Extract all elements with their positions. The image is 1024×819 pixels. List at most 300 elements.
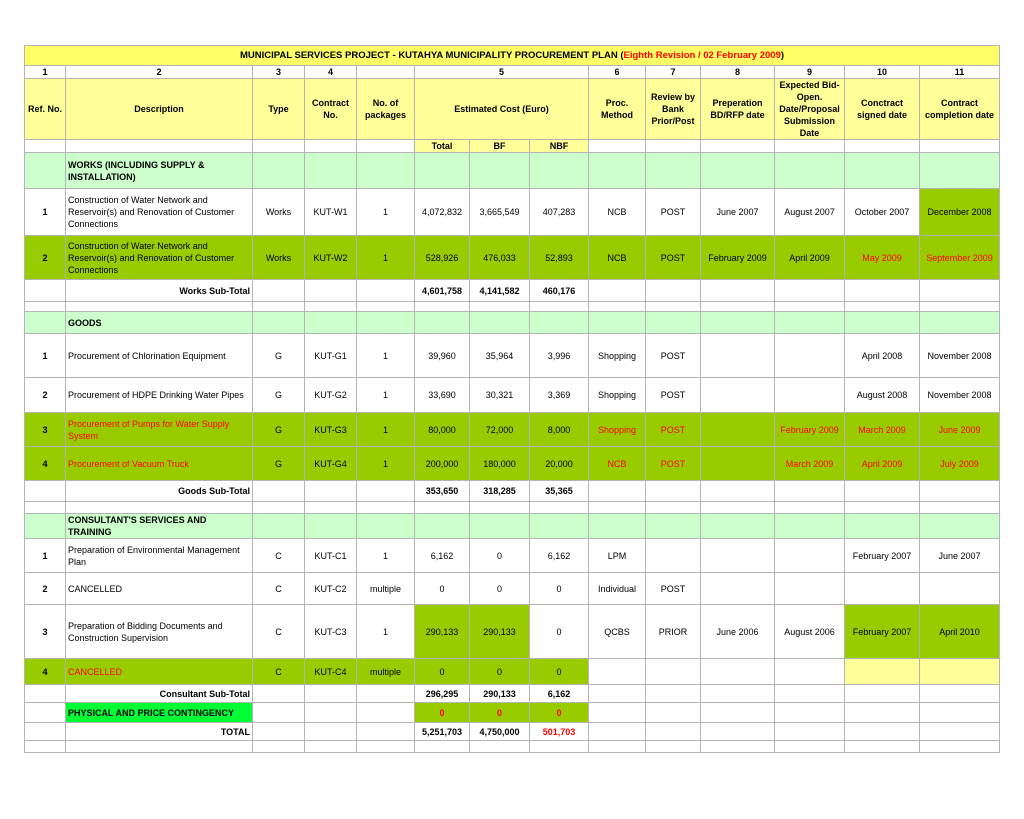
row-cell-12: August 2008 (845, 378, 920, 413)
empty-cell (305, 514, 357, 539)
row-cell-9: PRIOR (646, 605, 701, 659)
header-total: Total (415, 140, 470, 153)
row-cell-5: 39,960 (415, 334, 470, 378)
row-cell-7: 3,369 (530, 378, 589, 413)
row-cell-10 (701, 539, 775, 573)
empty-cell (646, 685, 701, 703)
row-cell-8: QCBS (589, 605, 646, 659)
row-cell-10 (701, 378, 775, 413)
empty-cell (305, 502, 357, 514)
empty-cell (357, 723, 415, 741)
empty-cell (66, 302, 253, 312)
empty-cell (845, 280, 920, 302)
empty-cell (775, 280, 845, 302)
contingency-row (25, 703, 1000, 723)
header-estimated-cost: Estimated Cost (Euro) (415, 79, 589, 140)
empty-cell (646, 302, 701, 312)
empty-cell (25, 514, 66, 539)
empty-cell (253, 481, 305, 502)
row-cell-9: POST (646, 447, 701, 481)
row-cell-4: 1 (357, 539, 415, 573)
empty-cell (25, 703, 66, 723)
row-cell-3: KUT-C3 (305, 605, 357, 659)
empty-cell (920, 481, 1000, 502)
empty-cell (646, 741, 701, 753)
empty-cell (646, 723, 701, 741)
header-packages: No. of packages (357, 79, 415, 140)
row-cell-6: 180,000 (470, 447, 530, 481)
row-cell-0: 2 (25, 236, 66, 280)
row-cell-12 (845, 573, 920, 605)
header-type: Type (253, 79, 305, 140)
subtotal-total: 353,650 (415, 481, 470, 502)
procurement-plan-table (24, 45, 1000, 753)
empty-cell (253, 514, 305, 539)
empty-cell (415, 741, 470, 753)
empty-cell (775, 302, 845, 312)
header-row (25, 79, 1000, 140)
row-cell-5: 33,690 (415, 378, 470, 413)
empty-cell (415, 153, 470, 189)
row-cell-9 (646, 539, 701, 573)
empty-cell (845, 481, 920, 502)
subtotal-bf: 290,133 (470, 685, 530, 703)
col-number: 2 (66, 66, 253, 79)
row-cell-8: NCB (589, 447, 646, 481)
empty-cell (589, 153, 646, 189)
column-number-row (25, 66, 1000, 79)
row-cell-5: 0 (415, 573, 470, 605)
col-number: 4 (305, 66, 357, 79)
empty-cell (25, 153, 66, 189)
row-cell-6: 0 (470, 573, 530, 605)
empty-cell (646, 514, 701, 539)
empty-cell (25, 312, 66, 334)
empty-cell (25, 502, 66, 514)
works-row (25, 236, 1000, 280)
row-cell-8: Shopping (589, 413, 646, 447)
empty-cell (357, 481, 415, 502)
empty-cell (775, 723, 845, 741)
grand-total-bf: 4,750,000 (470, 723, 530, 741)
empty-cell (530, 502, 589, 514)
consultant-row (25, 659, 1000, 685)
empty-cell (646, 502, 701, 514)
consultant-row (25, 539, 1000, 573)
goods-subtotal-row (25, 481, 1000, 502)
empty-cell (920, 685, 1000, 703)
row-cell-7: 52,893 (530, 236, 589, 280)
row-cell-11: February 2009 (775, 413, 845, 447)
empty-cell (305, 481, 357, 502)
row-cell-3: KUT-C1 (305, 539, 357, 573)
empty-cell (415, 312, 470, 334)
revision-label: Eighth Revision / 02 February 2009 (623, 49, 781, 61)
row-cell-2: C (253, 539, 305, 573)
subtotal-nbf: 6,162 (530, 685, 589, 703)
contingency-nbf: 0 (530, 703, 589, 723)
row-cell-6: 3,665,549 (470, 189, 530, 236)
empty-cell (845, 723, 920, 741)
row-cell-2: C (253, 605, 305, 659)
row-cell-13: July 2009 (920, 447, 1000, 481)
empty-cell (920, 703, 1000, 723)
empty-cell (66, 502, 253, 514)
row-cell-8 (589, 659, 646, 685)
contingency-label: PHYSICAL AND PRICE CONTINGENCY (66, 703, 253, 723)
row-cell-3: KUT-G2 (305, 378, 357, 413)
row-cell-2: Works (253, 189, 305, 236)
empty-cell (775, 514, 845, 539)
row-cell-9: POST (646, 573, 701, 605)
empty-cell (701, 502, 775, 514)
empty-cell (470, 302, 530, 312)
row-cell-4: 1 (357, 334, 415, 378)
subtotal-bf: 4,141,582 (470, 280, 530, 302)
empty-cell (415, 514, 470, 539)
empty-cell (357, 514, 415, 539)
row-cell-11 (775, 378, 845, 413)
empty-cell (775, 481, 845, 502)
col-number: 1 (25, 66, 66, 79)
header-expected: Expected Bid-Open. Date/Proposal Submission Date (775, 79, 845, 140)
row-cell-7: 0 (530, 659, 589, 685)
row-cell-12: February 2007 (845, 539, 920, 573)
row-cell-13: September 2009 (920, 236, 1000, 280)
contingency-total: 0 (415, 703, 470, 723)
empty-cell (589, 685, 646, 703)
empty-cell (357, 312, 415, 334)
row-cell-8: Shopping (589, 334, 646, 378)
empty-cell (470, 514, 530, 539)
row-cell-0: 2 (25, 573, 66, 605)
col-number: 10 (845, 66, 920, 79)
row-cell-8: NCB (589, 189, 646, 236)
row-cell-9: POST (646, 334, 701, 378)
subtotal-nbf: 460,176 (530, 280, 589, 302)
empty-cell (589, 502, 646, 514)
col-number: 7 (646, 66, 701, 79)
empty-cell (357, 703, 415, 723)
header-bf: BF (470, 140, 530, 153)
spacer-row (25, 302, 1000, 312)
row-cell-0: 4 (25, 659, 66, 685)
row-cell-11: March 2009 (775, 447, 845, 481)
empty-cell (470, 502, 530, 514)
empty-cell (415, 502, 470, 514)
row-cell-0: 1 (25, 189, 66, 236)
row-cell-1: Procurement of Vacuum Truck (66, 447, 253, 481)
row-cell-3: KUT-G1 (305, 334, 357, 378)
row-cell-10 (701, 447, 775, 481)
row-cell-1: CANCELLED (66, 573, 253, 605)
empty-cell (305, 302, 357, 312)
empty-cell (589, 481, 646, 502)
empty-cell (920, 502, 1000, 514)
row-cell-0: 1 (25, 539, 66, 573)
empty-cell (530, 302, 589, 312)
empty-cell (253, 153, 305, 189)
row-cell-12: April 2008 (845, 334, 920, 378)
row-cell-7: 6,162 (530, 539, 589, 573)
row-cell-10 (701, 413, 775, 447)
section-title: WORKS (INCLUDING SUPPLY & INSTALLATION) (66, 153, 253, 189)
row-cell-6: 35,964 (470, 334, 530, 378)
row-cell-12 (845, 659, 920, 685)
empty-cell (305, 703, 357, 723)
row-cell-4: 1 (357, 413, 415, 447)
row-cell-7: 407,283 (530, 189, 589, 236)
empty-cell (646, 280, 701, 302)
empty-cell (253, 312, 305, 334)
row-cell-12: February 2007 (845, 605, 920, 659)
empty-cell (25, 481, 66, 502)
empty-cell (775, 502, 845, 514)
row-cell-7: 3,996 (530, 334, 589, 378)
header-ref: Ref. No. (25, 79, 66, 140)
spacer-row (25, 502, 1000, 514)
row-cell-11 (775, 573, 845, 605)
empty-cell (305, 741, 357, 753)
row-cell-8: Individual (589, 573, 646, 605)
grand-total-nbf: 501,703 (530, 723, 589, 741)
row-cell-11 (775, 539, 845, 573)
row-cell-9: POST (646, 189, 701, 236)
row-cell-13 (920, 659, 1000, 685)
consultant-subtotal-row (25, 685, 1000, 703)
row-cell-6: 290,133 (470, 605, 530, 659)
col-number: 6 (589, 66, 646, 79)
section-title: GOODS (66, 312, 253, 334)
empty-cell (701, 685, 775, 703)
row-cell-3: KUT-C2 (305, 573, 357, 605)
row-cell-6: 72,000 (470, 413, 530, 447)
subheader-row (25, 140, 1000, 153)
empty-cell (845, 302, 920, 312)
empty-cell (589, 703, 646, 723)
empty-cell (470, 153, 530, 189)
empty-cell (646, 703, 701, 723)
row-cell-13 (920, 573, 1000, 605)
row-cell-2: G (253, 334, 305, 378)
row-cell-9: POST (646, 236, 701, 280)
empty-cell (357, 302, 415, 312)
empty-cell (845, 502, 920, 514)
row-cell-2: C (253, 573, 305, 605)
header-contract-no: Contract No. (305, 79, 357, 140)
empty-cell (530, 312, 589, 334)
row-cell-2: G (253, 378, 305, 413)
empty-cell (589, 514, 646, 539)
works-row (25, 189, 1000, 236)
row-cell-1: Preparation of Environmental Management Plan (66, 539, 253, 573)
row-cell-13: December 2008 (920, 189, 1000, 236)
empty-cell (920, 723, 1000, 741)
row-cell-0: 3 (25, 605, 66, 659)
empty-cell (775, 685, 845, 703)
row-cell-8: NCB (589, 236, 646, 280)
empty-cell (701, 514, 775, 539)
empty-cell (845, 153, 920, 189)
empty-cell (920, 312, 1000, 334)
empty-cell (701, 703, 775, 723)
empty-cell (920, 741, 1000, 753)
row-cell-1: Construction of Water Network and Reservoir(s) and Renovation of Customer Connections (66, 236, 253, 280)
row-cell-2: C (253, 659, 305, 685)
row-cell-8: LPM (589, 539, 646, 573)
row-cell-6: 476,033 (470, 236, 530, 280)
empty-cell (646, 481, 701, 502)
row-cell-9: POST (646, 413, 701, 447)
row-cell-5: 200,000 (415, 447, 470, 481)
empty-cell (357, 685, 415, 703)
row-cell-11 (775, 659, 845, 685)
row-cell-6: 0 (470, 659, 530, 685)
row-cell-0: 4 (25, 447, 66, 481)
row-cell-11 (775, 334, 845, 378)
empty-cell (25, 302, 66, 312)
empty-cell (589, 312, 646, 334)
row-cell-13: June 2007 (920, 539, 1000, 573)
row-cell-3: KUT-G4 (305, 447, 357, 481)
empty-cell (920, 280, 1000, 302)
section-consultant (25, 514, 1000, 539)
empty-cell (357, 280, 415, 302)
grand-total-total: 5,251,703 (415, 723, 470, 741)
sheet-title: MUNICIPAL SERVICES PROJECT - KUTAHYA MUNICIPALITY PROCUREMENT PLAN (Eighth Revision / 02 February 2009) (25, 46, 1000, 66)
row-cell-13: June 2009 (920, 413, 1000, 447)
row-cell-4: multiple (357, 573, 415, 605)
empty-cell (701, 723, 775, 741)
row-cell-4: 1 (357, 189, 415, 236)
row-cell-3: KUT-G3 (305, 413, 357, 447)
empty-cell (253, 741, 305, 753)
empty-cell (415, 302, 470, 312)
row-cell-9 (646, 659, 701, 685)
row-cell-10: February 2009 (701, 236, 775, 280)
row-cell-0: 2 (25, 378, 66, 413)
row-cell-12: May 2009 (845, 236, 920, 280)
header-method: Proc. Method (589, 79, 646, 140)
empty-cell (701, 312, 775, 334)
empty-cell (66, 741, 253, 753)
empty-cell (845, 685, 920, 703)
empty-cell (920, 302, 1000, 312)
empty-cell (25, 741, 66, 753)
empty-cell (530, 741, 589, 753)
col-number: 9 (775, 66, 845, 79)
row-cell-1: Procurement of Chlorination Equipment (66, 334, 253, 378)
col-number (357, 66, 415, 79)
consultant-row (25, 573, 1000, 605)
empty-cell (701, 481, 775, 502)
row-cell-7: 0 (530, 605, 589, 659)
row-cell-2: G (253, 447, 305, 481)
grand-total-row (25, 723, 1000, 741)
goods-row (25, 378, 1000, 413)
header-signed: Conctract signed date (845, 79, 920, 140)
row-cell-13: April 2010 (920, 605, 1000, 659)
empty-cell (701, 302, 775, 312)
row-cell-7: 0 (530, 573, 589, 605)
row-cell-4: 1 (357, 447, 415, 481)
row-cell-3: KUT-C4 (305, 659, 357, 685)
empty-cell (253, 703, 305, 723)
row-cell-0: 3 (25, 413, 66, 447)
empty-cell (470, 741, 530, 753)
empty-cell (25, 685, 66, 703)
empty-cell (357, 153, 415, 189)
row-cell-2: G (253, 413, 305, 447)
empty-cell (920, 153, 1000, 189)
empty-cell (646, 153, 701, 189)
row-cell-1: Construction of Water Network and Reservoir(s) and Renovation of Customer Connections (66, 189, 253, 236)
empty-cell (253, 302, 305, 312)
works-subtotal-row (25, 280, 1000, 302)
row-cell-5: 0 (415, 659, 470, 685)
empty-cell (253, 685, 305, 703)
spacer-row (25, 741, 1000, 753)
grand-total-label: TOTAL (66, 723, 253, 741)
row-cell-4: 1 (357, 378, 415, 413)
subtotal-label: Consultant Sub-Total (66, 685, 253, 703)
empty-cell (253, 723, 305, 741)
empty-cell (845, 703, 920, 723)
empty-cell (357, 741, 415, 753)
empty-cell (305, 280, 357, 302)
section-works (25, 153, 1000, 189)
empty-cell (646, 312, 701, 334)
empty-cell (305, 723, 357, 741)
subtotal-total: 296,295 (415, 685, 470, 703)
empty-cell (920, 514, 1000, 539)
row-cell-10 (701, 334, 775, 378)
row-cell-10: June 2007 (701, 189, 775, 236)
contingency-bf: 0 (470, 703, 530, 723)
row-cell-11: April 2009 (775, 236, 845, 280)
subtotal-nbf: 35,365 (530, 481, 589, 502)
row-cell-13: November 2008 (920, 334, 1000, 378)
empty-cell (253, 502, 305, 514)
row-cell-1: Procurement of HDPE Drinking Water Pipes (66, 378, 253, 413)
row-cell-5: 290,133 (415, 605, 470, 659)
row-cell-4: 1 (357, 236, 415, 280)
empty-cell (530, 153, 589, 189)
row-cell-9: POST (646, 378, 701, 413)
row-cell-5: 80,000 (415, 413, 470, 447)
row-cell-13: November 2008 (920, 378, 1000, 413)
empty-cell (775, 153, 845, 189)
subtotal-total: 4,601,758 (415, 280, 470, 302)
empty-cell (305, 312, 357, 334)
header-nbf: NBF (530, 140, 589, 153)
empty-cell (589, 302, 646, 312)
row-cell-5: 6,162 (415, 539, 470, 573)
empty-cell (530, 514, 589, 539)
goods-row (25, 334, 1000, 378)
consultant-row (25, 605, 1000, 659)
header-review: Review by Bank Prior/Post (646, 79, 701, 140)
row-cell-12: March 2009 (845, 413, 920, 447)
goods-row (25, 413, 1000, 447)
row-cell-4: 1 (357, 605, 415, 659)
row-cell-1: Preparation of Bidding Documents and Construction Supervision (66, 605, 253, 659)
row-cell-12: April 2009 (845, 447, 920, 481)
row-cell-12: October 2007 (845, 189, 920, 236)
row-cell-8: Shopping (589, 378, 646, 413)
row-cell-10 (701, 659, 775, 685)
row-cell-2: Works (253, 236, 305, 280)
